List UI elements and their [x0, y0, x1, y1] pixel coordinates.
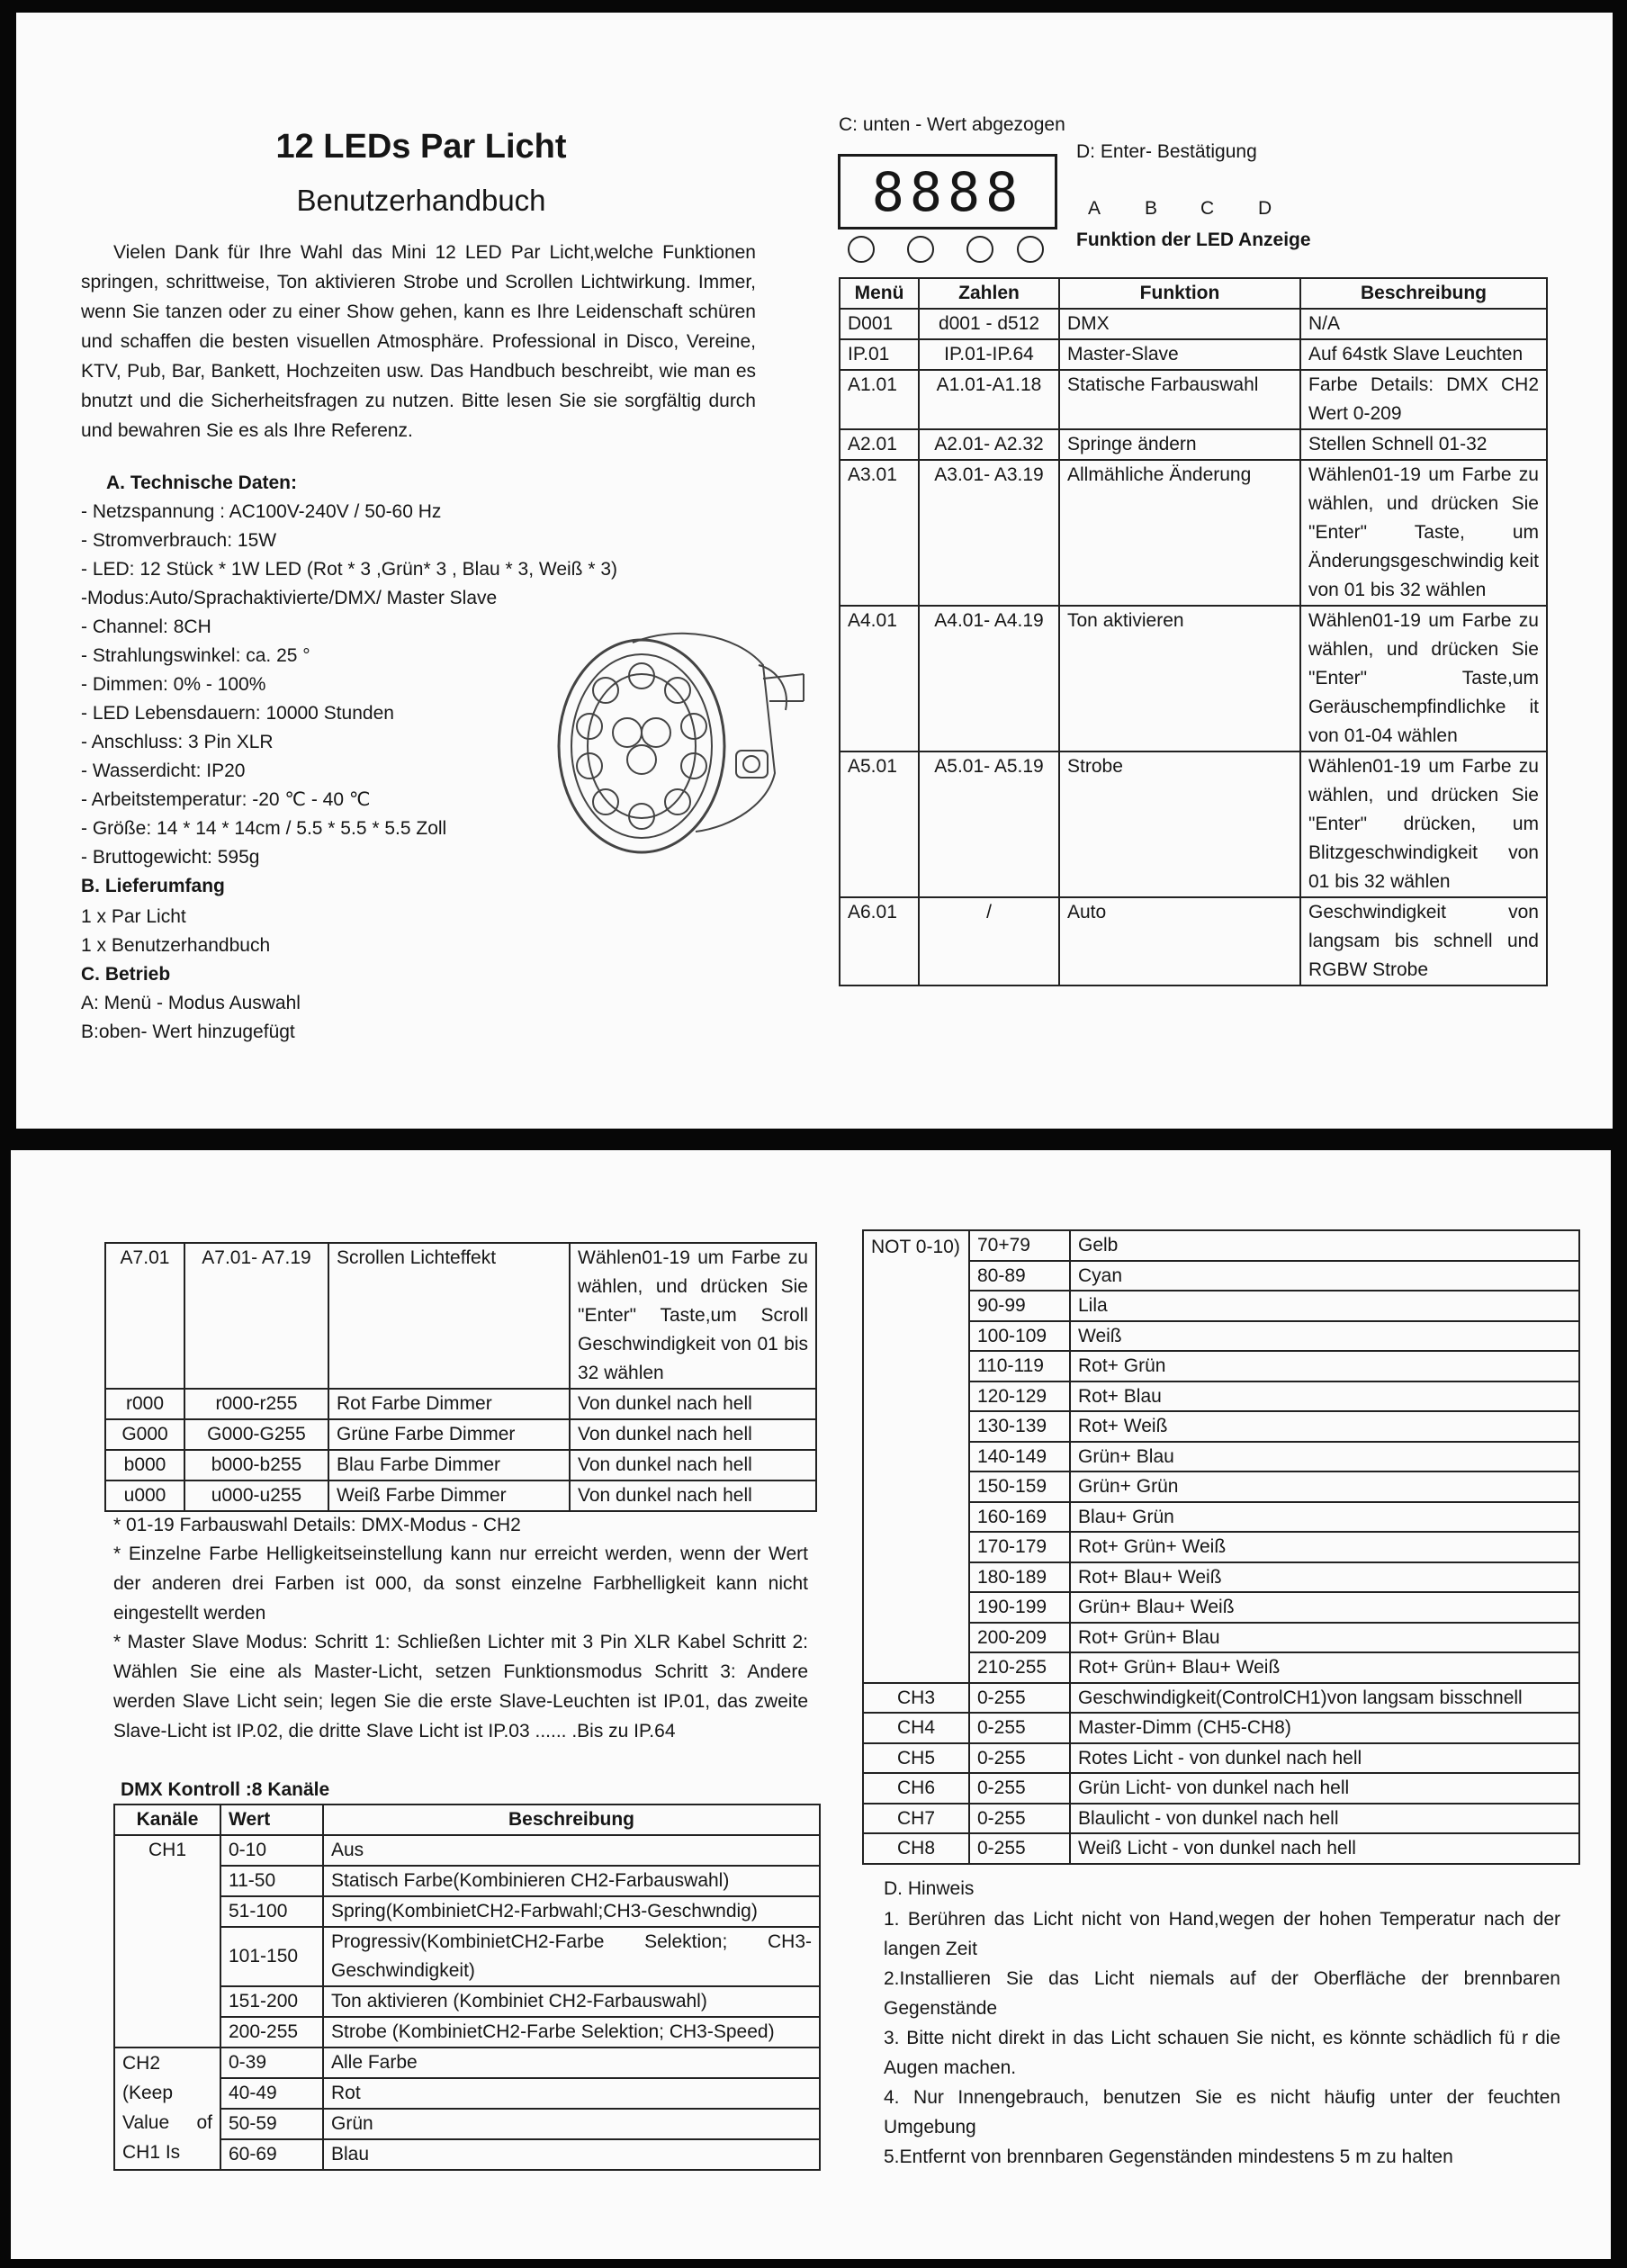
menu-cell: D001: [840, 309, 919, 339]
button-letter: C: [1200, 198, 1215, 219]
menu-cell: A5.01: [840, 752, 919, 897]
menu-table: [839, 277, 1548, 986]
value-cell: 51-100: [220, 1896, 323, 1927]
led-display: [838, 154, 1057, 230]
numbers-cell: A2.01- A2.32: [919, 429, 1059, 460]
contents-line: 1 x Benutzerhandbuch: [81, 935, 271, 956]
hint-line: 4. Nur Innengebrauch, benutzen Sie es nicht häufig unter der feuchten Umgebung: [884, 2087, 1560, 2138]
menu-cell: G000: [105, 1419, 184, 1450]
description-cell: Rot+ Weiß: [1070, 1411, 1579, 1442]
value-cell: 190-199: [969, 1592, 1070, 1623]
value-cell: 11-50: [220, 1866, 323, 1896]
table-row: [863, 1291, 1579, 1321]
numbers-cell: G000-G255: [184, 1419, 328, 1450]
header-cell: Zahlen: [919, 278, 1059, 309]
description-cell: Lila: [1070, 1291, 1579, 1321]
menu-cell: A6.01: [840, 897, 919, 986]
function-cell: Rot Farbe Dimmer: [328, 1389, 570, 1419]
value-cell: 60-69: [220, 2139, 323, 2170]
function-cell: Scrollen Lichteffekt: [328, 1243, 570, 1389]
table-row: [863, 1773, 1579, 1804]
spec-line: -Modus:Auto/Sprachaktivierte/DMX/ Master Slave: [81, 588, 498, 608]
menu-cell: IP.01: [840, 339, 919, 370]
spec-line: - LED Lebensdauern: 10000 Stunden: [81, 703, 394, 724]
table-row: [114, 2017, 820, 2048]
table-row: [863, 1321, 1579, 1352]
menu-cell: u000: [105, 1480, 184, 1511]
channel-cell: CH2 (Keep Value of CH1 Is: [114, 2048, 220, 2170]
value-cell: 200-209: [969, 1623, 1070, 1653]
description-cell: Rot+ Grün: [1070, 1351, 1579, 1382]
hint-line: 3. Bitte nicht direkt in das Licht schauen Sie nicht, es könnte schädlich fü r die Augen machen.: [884, 2028, 1560, 2078]
button-c-icon: [966, 236, 993, 263]
value-cell: 101-150: [220, 1927, 323, 1986]
operation-line: A: Menü - Modus Auswahl: [81, 993, 301, 1013]
description-cell: Aus: [323, 1835, 820, 1866]
menu-cell: b000: [105, 1450, 184, 1480]
channel-cell: NOT 0-10): [863, 1230, 969, 1683]
function-cell: Grüne Farbe Dimmer: [328, 1419, 570, 1450]
table-row: [863, 1713, 1579, 1743]
section-package-contents: B. Lieferumfang: [81, 876, 225, 896]
description-cell: Cyan: [1070, 1261, 1579, 1292]
button-letter: D: [1258, 198, 1272, 219]
channel-cell: CH6: [863, 1773, 969, 1804]
table-row: [863, 1652, 1579, 1683]
channel-cell: CH8: [863, 1833, 969, 1864]
description-cell: Grün+ Grün: [1070, 1472, 1579, 1502]
hint-line: 1. Berühren das Licht nicht von Hand,wegen der hohen Temperatur nach der langen Zeit: [884, 1909, 1560, 1959]
header-cell: Beschreibung: [323, 1804, 820, 1835]
value-cell: 151-200: [220, 1986, 323, 2017]
value-cell: 0-255: [969, 1804, 1070, 1834]
hint-title: D. Hinweis: [884, 1878, 975, 1899]
table-row: [840, 309, 1547, 339]
menu-cell: A4.01: [840, 606, 919, 752]
header-cell: Kanäle: [114, 1804, 220, 1835]
numbers-cell: A1.01-A1.18: [919, 370, 1059, 429]
table-row: [863, 1382, 1579, 1412]
value-cell: 200-255: [220, 2017, 323, 2048]
spec-line: - Strahlungswinkel: ca. 25 °: [81, 645, 310, 666]
table-row: [105, 1480, 816, 1511]
table-row: [863, 1683, 1579, 1714]
value-cell: 0-255: [969, 1833, 1070, 1864]
table-row: [863, 1833, 1579, 1864]
function-cell: Auto: [1059, 897, 1300, 986]
description-cell: Gelb: [1070, 1230, 1579, 1261]
manual-title: 12 LEDs Par Licht: [275, 128, 567, 166]
description-cell: Blau: [323, 2139, 820, 2170]
description-cell: Rot+ Grün+ Blau+ Weiß: [1070, 1652, 1579, 1683]
manual-page-top: [16, 13, 1613, 1129]
table-row: [863, 1623, 1579, 1653]
description-cell: Wählen01-19 um Farbe zu wählen, und drücken Sie "Enter" Taste,um Geräuschempfindlichke it von 01-04 wählen: [1300, 606, 1547, 752]
header-cell: Funktion: [1059, 278, 1300, 309]
manual-subtitle: Benutzerhandbuch: [296, 184, 546, 217]
description-cell: Progressiv(KombinietCH2-Farbe Selektion; CH3-Geschwindigkeit): [323, 1927, 820, 1986]
spec-line: - Channel: 8CH: [81, 616, 211, 637]
value-cell: 0-255: [969, 1713, 1070, 1743]
spec-line: - Netzspannung : AC100V-240V / 50-60 Hz: [81, 501, 442, 522]
table-row: [863, 1442, 1579, 1472]
numbers-cell: r000-r255: [184, 1389, 328, 1419]
table-row: [114, 1835, 820, 1866]
table-row: [863, 1532, 1579, 1562]
function-cell: Blau Farbe Dimmer: [328, 1450, 570, 1480]
table-row: [840, 460, 1547, 606]
table-row: [863, 1230, 1579, 1261]
table-row: [840, 897, 1547, 986]
operation-line: B:oben- Wert hinzugefügt: [81, 1022, 295, 1042]
button-b-icon: [907, 236, 934, 263]
header-cell: Menü: [840, 278, 919, 309]
menu-table-continued: [104, 1242, 817, 1512]
value-cell: 40-49: [220, 2078, 323, 2109]
numbers-cell: A5.01- A5.19: [919, 752, 1059, 897]
button-letter: B: [1145, 198, 1158, 219]
function-cell: Allmähliche Änderung: [1059, 460, 1300, 606]
description-cell: Weiß Licht - von dunkel nach hell: [1070, 1833, 1579, 1864]
table-row: [863, 1562, 1579, 1593]
spec-line: - Stromverbrauch: 15W: [81, 530, 277, 551]
value-cell: 180-189: [969, 1562, 1070, 1593]
numbers-cell: A3.01- A3.19: [919, 460, 1059, 606]
table-row: [114, 2078, 820, 2109]
value-cell: 110-119: [969, 1351, 1070, 1382]
numbers-cell: A7.01- A7.19: [184, 1243, 328, 1389]
button-d-icon: [1017, 236, 1044, 263]
table-row: [105, 1243, 816, 1389]
menu-cell: r000: [105, 1389, 184, 1419]
button-letter: A: [1088, 198, 1101, 219]
table-row: [840, 339, 1547, 370]
channel-cell: CH3: [863, 1683, 969, 1714]
description-cell: Geschwindigkeit von langsam bis schnell und RGBW Strobe: [1300, 897, 1547, 986]
description-cell: Von dunkel nach hell: [570, 1389, 816, 1419]
value-cell: 0-255: [969, 1683, 1070, 1714]
button-a-icon: [848, 236, 875, 263]
description-cell: Rotes Licht - von dunkel nach hell: [1070, 1743, 1579, 1774]
description-cell: Von dunkel nach hell: [570, 1480, 816, 1511]
description-cell: Rot: [323, 2078, 820, 2109]
table-row: [863, 1472, 1579, 1502]
header-cell: Beschreibung: [1300, 278, 1547, 309]
description-cell: Farbe Details: DMX CH2 Wert 0-209: [1300, 370, 1547, 429]
spec-line: - Arbeitstemperatur: -20 ℃ - 40 ℃: [81, 789, 371, 810]
table-header-row: [840, 278, 1547, 309]
numbers-cell: /: [919, 897, 1059, 986]
note-line: * Einzelne Farbe Helligkeitseinstellung kann nur erreicht werden, wenn der Wert der anderen drei Farben ist 000, da sonst einzelne Farbhelligkeit kann nicht eingestellt werden: [113, 1544, 808, 1624]
table-header-row: [114, 1804, 820, 1835]
table-row: [114, 2109, 820, 2139]
description-cell: Strobe (KombinietCH2-Farbe Selektion; CH3-Speed): [323, 2017, 820, 2048]
table-row: [114, 1927, 820, 1986]
spec-line: - LED: 12 Stück * 1W LED (Rot * 3 ,Grün* 3 , Blau * 3, Weiß * 3): [81, 559, 618, 580]
description-cell: Grün Licht- von dunkel nach hell: [1070, 1773, 1579, 1804]
description-cell: Master-Dimm (CH5-CH8): [1070, 1713, 1579, 1743]
description-cell: N/A: [1300, 309, 1547, 339]
table-row: [863, 1743, 1579, 1774]
value-cell: 210-255: [969, 1652, 1070, 1683]
par-light-illustration: [534, 611, 822, 863]
function-cell: Springe ändern: [1059, 429, 1300, 460]
table-row: [863, 1592, 1579, 1623]
function-cell: Statische Farbauswahl: [1059, 370, 1300, 429]
description-cell: Wählen01-19 um Farbe zu wählen, und drücken Sie "Enter" Taste, um Änderungsgeschwindig keit von 01 bis 32 wählen: [1300, 460, 1547, 606]
numbers-cell: A4.01- A4.19: [919, 606, 1059, 752]
section-operation: C. Betrieb: [81, 964, 171, 985]
hint-line: 2.Installieren Sie das Licht niemals auf der Oberfläche der brennbaren Gegenstände: [884, 1968, 1560, 2019]
description-cell: Blaulicht - von dunkel nach hell: [1070, 1804, 1579, 1834]
menu-cell: A2.01: [840, 429, 919, 460]
note-line: * Master Slave Modus: Schritt 1: Schließen Lichter mit 3 Pin XLR Kabel Schritt 2: Wählen Sie eine als Master-Licht, setzen Funktionsmodus Schritt 3: Andere werden Slave Licht sein; legen Sie die erste Slave-Leuchten ist IP.01, das zweite Slave-Licht ist IP.02, die dritte Slave Licht ist IP.03 ...... .Bis zu IP.64: [113, 1632, 808, 1742]
table-row: [114, 2048, 820, 2078]
channel-cell: CH5: [863, 1743, 969, 1774]
description-cell: Statisch Farbe(Kombinieren CH2-Farbauswahl): [323, 1866, 820, 1896]
description-cell: Auf 64stk Slave Leuchten: [1300, 339, 1547, 370]
numbers-cell: d001 - d512: [919, 309, 1059, 339]
table-row: [863, 1261, 1579, 1292]
value-cell: 170-179: [969, 1532, 1070, 1562]
spec-line: - Größe: 14 * 14 * 14cm / 5.5 * 5.5 * 5.5 Zoll: [81, 818, 447, 839]
description-cell: Geschwindigkeit(ControlCH1)von langsam bisschnell: [1070, 1683, 1579, 1714]
channel-cell: CH1: [114, 1835, 220, 2048]
spec-line: - Bruttogewicht: 595g: [81, 847, 260, 868]
channel-cell: CH4: [863, 1713, 969, 1743]
value-cell: 70+79: [969, 1230, 1070, 1261]
contents-line: 1 x Par Licht: [81, 906, 186, 927]
table-row: [840, 370, 1547, 429]
spec-line: - Wasserdicht: IP20: [81, 760, 246, 781]
function-cell: Ton aktivieren: [1059, 606, 1300, 752]
table-row: [114, 1896, 820, 1927]
table-row: [863, 1804, 1579, 1834]
value-cell: 120-129: [969, 1382, 1070, 1412]
numbers-cell: IP.01-IP.64: [919, 339, 1059, 370]
function-cell: Strobe: [1059, 752, 1300, 897]
table-row: [840, 752, 1547, 897]
description-cell: Rot+ Grün+ Weiß: [1070, 1532, 1579, 1562]
operation-line-c: C: unten - Wert abgezogen: [839, 114, 1065, 135]
numbers-cell: b000-b255: [184, 1450, 328, 1480]
led-digits: 8888: [871, 161, 1024, 224]
menu-cell: A1.01: [840, 370, 919, 429]
menu-cell: A3.01: [840, 460, 919, 606]
section-technical-data: A. Technische Daten:: [106, 472, 297, 493]
value-cell: 50-59: [220, 2109, 323, 2139]
description-cell: Alle Farbe: [323, 2048, 820, 2078]
table-row: [114, 1866, 820, 1896]
description-cell: Rot+ Grün+ Blau: [1070, 1623, 1579, 1653]
description-cell: Von dunkel nach hell: [570, 1419, 816, 1450]
description-cell: Ton aktivieren (Kombiniet CH2-Farbauswahl): [323, 1986, 820, 2017]
dmx-table: [113, 1804, 821, 2171]
function-cell: Weiß Farbe Dimmer: [328, 1480, 570, 1511]
manual-page-bottom: [11, 1150, 1611, 2259]
spec-line: - Anschluss: 3 Pin XLR: [81, 732, 274, 752]
dmx-title: DMX Kontroll :8 Kanäle: [121, 1779, 330, 1800]
description-cell: Stellen Schnell 01-32: [1300, 429, 1547, 460]
value-cell: 0-255: [969, 1773, 1070, 1804]
table-row: [840, 429, 1547, 460]
note-line: * 01-19 Farbauswahl Details: DMX-Modus - CH2: [113, 1515, 521, 1535]
value-cell: 80-89: [969, 1261, 1070, 1292]
table-row: [105, 1450, 816, 1480]
value-cell: 130-139: [969, 1411, 1070, 1442]
description-cell: Weiß: [1070, 1321, 1579, 1352]
operation-line-d: D: Enter- Bestätigung: [1076, 141, 1257, 162]
header-cell: Wert: [220, 1804, 323, 1835]
table-row: [105, 1419, 816, 1450]
channel-cell: CH7: [863, 1804, 969, 1834]
value-cell: 100-109: [969, 1321, 1070, 1352]
numbers-cell: u000-u255: [184, 1480, 328, 1511]
table-row: [114, 2139, 820, 2170]
table-row: [863, 1411, 1579, 1442]
table-row: [114, 1986, 820, 2017]
intro-paragraph: Vielen Dank für Ihre Wahl das Mini 12 LED Par Licht,welche Funktionen springen, schrittweise, Ton aktivieren Strobe und Scrollen Lichtwirkung. Immer, wenn Sie tanzen oder zu einer Show gehen, kann es Ihre Leidenschaft schüren und schaffen die besten visuellen Atmosphäre. Professional in Disco, Vereine, KTV, Pub, Bar, Bankett, Hochzeiten usw. Das Handbuch beschreibt, wie man es bnutzt und die Sicherheitsfragen zu nutzen. Bitte lesen Sie sie sorgfältig durch und bewahren Sie es als Ihre Referenz.: [81, 242, 756, 441]
table-row: [105, 1389, 816, 1419]
table-row: [863, 1502, 1579, 1533]
description-cell: Rot+ Blau+ Weiß: [1070, 1562, 1579, 1593]
description-cell: Grün+ Blau: [1070, 1442, 1579, 1472]
description-cell: Grün: [323, 2109, 820, 2139]
description-cell: Wählen01-19 um Farbe zu wählen, und drücken Sie "Enter" drücken, um Blitzgeschwindigkeit von 01 bis 32 wählen: [1300, 752, 1547, 897]
value-cell: 90-99: [969, 1291, 1070, 1321]
value-cell: 0-10: [220, 1835, 323, 1866]
description-cell: Rot+ Blau: [1070, 1382, 1579, 1412]
menu-cell: A7.01: [105, 1243, 184, 1389]
spec-line: - Dimmen: 0% - 100%: [81, 674, 266, 695]
function-cell: DMX: [1059, 309, 1300, 339]
function-cell: Master-Slave: [1059, 339, 1300, 370]
description-cell: Grün+ Blau+ Weiß: [1070, 1592, 1579, 1623]
table-row: [840, 606, 1547, 752]
value-cell: 160-169: [969, 1502, 1070, 1533]
hint-line: 5.Entfernt von brennbaren Gegenständen mindestens 5 m zu halten: [884, 2146, 1453, 2167]
description-cell: Von dunkel nach hell: [570, 1450, 816, 1480]
table-row: [863, 1351, 1579, 1382]
description-cell: Blau+ Grün: [1070, 1502, 1579, 1533]
value-cell: 140-149: [969, 1442, 1070, 1472]
dmx-table-continued: [862, 1229, 1580, 1865]
value-cell: 0-255: [969, 1743, 1070, 1774]
value-cell: 0-39: [220, 2048, 323, 2078]
description-cell: Spring(KombinietCH2-Farbwahl;CH3-Geschwndig): [323, 1896, 820, 1927]
display-caption: Funktion der LED Anzeige: [1076, 230, 1311, 250]
description-cell: Wählen01-19 um Farbe zu wählen, und drücken Sie "Enter" Taste,um Scroll Geschwindigkeit von 01 bis 32 wählen: [570, 1243, 816, 1389]
value-cell: 150-159: [969, 1472, 1070, 1502]
